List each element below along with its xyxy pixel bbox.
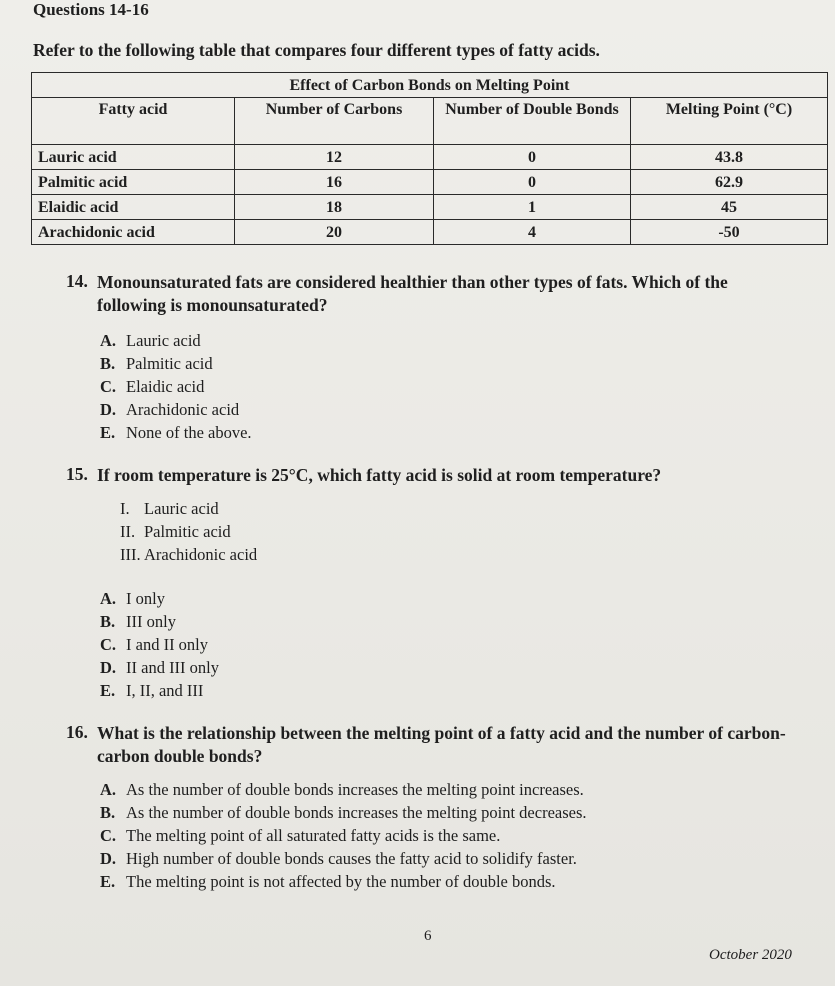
cell-carbons: 16 [235,170,434,195]
option-label: B. [100,803,116,822]
q15-option-a[interactable] [100,587,165,610]
cell-carbons: 20 [235,220,434,245]
cell-melting-point: 45 [631,195,828,220]
option-text: The melting point of all saturated fatty acids is the same. [126,826,501,845]
footer-date: October 2020 [709,947,792,963]
cell-melting-point: 43.8 [631,145,828,170]
question-14-line2: following is monounsaturated? [97,295,328,315]
option-text: Elaidic acid [126,377,205,396]
q16-option-b[interactable] [100,801,587,824]
q15-item-2 [120,520,231,543]
page-number: 6 [424,928,432,944]
option-label: A. [100,780,117,799]
cell-melting-point: 62.9 [631,170,828,195]
item-text: Arachidonic acid [144,545,258,564]
table-row [32,195,828,220]
option-text: High number of double bonds causes the fatty acid to solidify faster. [126,849,577,868]
q14-option-d[interactable] [100,398,239,421]
option-label: A. [100,589,117,608]
cell-name: Palmitic acid [32,170,235,195]
q16-option-a[interactable] [100,778,584,801]
option-label: D. [100,400,117,419]
option-label: C. [100,635,117,654]
col-header-carbons: Number of Carbons [235,98,434,145]
item-label: III. [120,545,141,564]
col-header-melting-point: Melting Point (°C) [631,98,828,145]
question-14-line1: Monounsaturated fats are considered healthier than other types of fats. Which of the [97,272,728,292]
table-row [32,145,828,170]
cell-melting-point: -50 [631,220,828,245]
cell-double-bonds: 1 [434,195,631,220]
option-label: C. [100,377,117,396]
option-label: D. [100,658,117,677]
option-label: E. [100,423,116,442]
cell-double-bonds: 0 [434,145,631,170]
item-label: I. [120,499,130,518]
option-label: D. [100,849,117,868]
q15-item-1 [120,497,219,520]
question-16-line1: What is the relationship between the melting point of a fatty acid and the number of carbon- [97,723,786,743]
q14-option-c[interactable] [100,375,204,398]
option-text: As the number of double bonds increases the melting point increases. [126,780,584,799]
option-label: E. [100,872,116,891]
option-text: III only [126,612,176,631]
question-16-number: 16. [66,722,88,742]
option-text: I only [126,589,165,608]
q14-option-a[interactable] [100,329,201,352]
option-text: Arachidonic acid [126,400,240,419]
item-text: Lauric acid [144,499,219,518]
question-15-text: If room temperature is 25°C, which fatty acid is solid at room temperature? [97,465,662,485]
item-text: Palmitic acid [144,522,231,541]
option-label: A. [100,331,117,350]
option-text: Lauric acid [126,331,201,350]
cell-double-bonds: 0 [434,170,631,195]
option-text: The melting point is not affected by the number of double bonds. [126,872,556,891]
option-label: C. [100,826,117,845]
col-header-double-bonds: Number of Double Bonds [434,98,631,145]
q14-option-e[interactable] [100,421,252,444]
q16-option-e[interactable] [100,870,556,893]
q15-option-d[interactable] [100,656,219,679]
cell-name: Lauric acid [32,145,235,170]
cell-carbons: 18 [235,195,434,220]
q14-option-b[interactable] [100,352,213,375]
option-text: I, II, and III [126,681,204,700]
q15-option-e[interactable] [100,679,203,702]
cell-name: Arachidonic acid [32,220,235,245]
item-label: II. [120,522,136,541]
section-header: Questions 14-16 [33,0,149,19]
option-label: B. [100,354,116,373]
table-row [32,170,828,195]
q15-option-b[interactable] [100,610,176,633]
question-15-number: 15. [66,464,88,484]
option-text: II and III only [126,658,220,677]
option-text: I and II only [126,635,209,654]
table-caption: Effect of Carbon Bonds on Melting Point [32,73,828,98]
q16-option-d[interactable] [100,847,577,870]
option-text: Palmitic acid [126,354,213,373]
col-header-fatty-acid: Fatty acid [32,98,235,145]
option-label: B. [100,612,116,631]
q15-item-3 [120,543,257,566]
q15-option-c[interactable] [100,633,208,656]
option-label: E. [100,681,116,700]
question-16-line2: carbon double bonds? [97,746,263,766]
option-text: As the number of double bonds increases the melting point decreases. [126,803,587,822]
question-14-number: 14. [66,271,88,291]
cell-carbons: 12 [235,145,434,170]
table-row [32,220,828,245]
option-text: None of the above. [126,423,252,442]
fatty-acid-table [31,72,828,245]
cell-name: Elaidic acid [32,195,235,220]
intro-text: Refer to the following table that compares four different types of fatty acids. [33,40,600,60]
q16-option-c[interactable] [100,824,500,847]
cell-double-bonds: 4 [434,220,631,245]
